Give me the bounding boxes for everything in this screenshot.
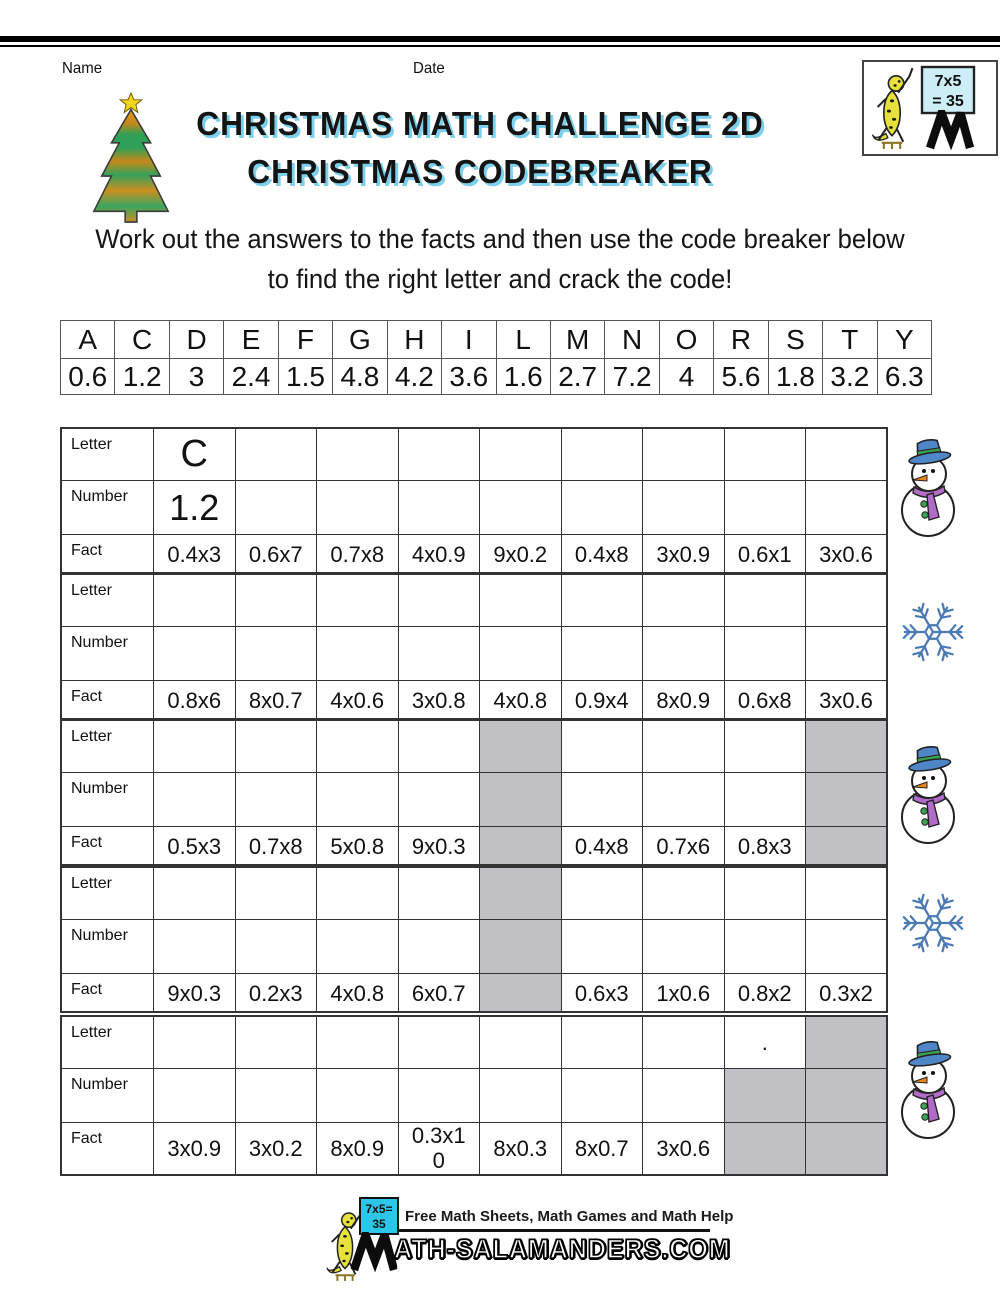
puzzle-block [60,1015,960,1176]
number-cell [643,773,725,827]
fact-cell: 0.9x4 [561,681,643,720]
code-letter-cell: H [387,321,441,359]
logo-art [864,62,992,150]
letter-cell [724,867,806,920]
code-letter-cell: O [659,321,713,359]
letter-cell [480,428,562,481]
code-letter-cell: D [169,321,223,359]
letter-cell [317,867,399,920]
fact-cell: 0.8x3 [724,827,806,866]
letter-cell [154,720,236,773]
letter-cell: . [724,1016,806,1069]
letter-cell [398,574,480,627]
fact-cell [480,827,562,866]
number-cell [317,920,399,974]
puzzle-row [61,481,887,535]
page-title-line-2: CHRISTMAS CODEBREAKER [247,153,713,190]
number-cell [154,773,236,827]
fact-cell: 3x0.9 [643,535,725,574]
number-cell [235,481,317,535]
footer-board-line-2: 35 [372,1217,386,1231]
number-cell [317,773,399,827]
fact-cell: 0.3x10 [398,1123,480,1175]
fact-cell: 0.6x8 [724,681,806,720]
letter-cell [724,720,806,773]
fact-cell: 0.3x2 [806,974,888,1013]
puzzle-row [61,974,887,1013]
code-letter-cell: I [442,321,496,359]
number-cell [235,773,317,827]
fact-cell: 0.6x3 [561,974,643,1013]
fact-cell: 3x0.6 [806,535,888,574]
fact-cell: 4x0.8 [480,681,562,720]
code-value-cell: 1.5 [278,359,332,395]
number-cell [561,1069,643,1123]
code-letter-cell: A [61,321,115,359]
fact-cell [480,974,562,1013]
number-cell [806,1069,888,1123]
code-letter-cell: E [224,321,278,359]
code-letter-cell: G [333,321,387,359]
letter-cell [317,574,399,627]
puzzle-row [61,681,887,720]
number-cell [235,627,317,681]
puzzle-block [60,573,960,720]
code-value-cell: 3.2 [823,359,877,395]
letter-cell [561,1016,643,1069]
row-label: Letter [61,574,154,627]
fact-cell: 0.4x8 [561,535,643,574]
puzzle-block [60,427,960,574]
code-value-cell: 2.7 [550,359,604,395]
number-cell [317,1069,399,1123]
number-cell [235,920,317,974]
code-value-cell: 2.4 [224,359,278,395]
code-value-cell: 4 [659,359,713,395]
snowman-icon [898,744,960,851]
code-table-row [61,359,932,395]
letter-cell [643,1016,725,1069]
code-letter-cell: F [278,321,332,359]
code-value-cell: 1.6 [496,359,550,395]
letter-cell [154,867,236,920]
puzzle-row [61,1123,887,1175]
puzzle-row [61,827,887,866]
row-label: Letter [61,867,154,920]
code-value-cell: 4.2 [387,359,441,395]
footer-tagline: Free Math Sheets, Math Games and Math Help [405,1208,734,1225]
fact-cell: 8x0.7 [561,1123,643,1175]
fact-cell: 9x0.3 [398,827,480,866]
logo-m-glyph [930,113,970,148]
number-cell [806,627,888,681]
number-cell [561,627,643,681]
letter-cell [235,867,317,920]
fact-cell: 4x0.6 [317,681,399,720]
puzzle-row [61,1069,887,1123]
number-cell [643,481,725,535]
fact-cell: 0.5x3 [154,827,236,866]
letter-cell [317,720,399,773]
row-label: Fact [61,974,154,1013]
letter-cell [806,428,888,481]
puzzle-table [60,866,888,1013]
number-cell [235,1069,317,1123]
codebreaker-table [60,320,932,395]
row-label: Letter [61,1016,154,1069]
fact-cell: 8x0.9 [643,681,725,720]
number-cell [724,1069,806,1123]
number-cell [480,920,562,974]
number-cell [724,481,806,535]
letter-cell [480,1016,562,1069]
number-cell [806,773,888,827]
letter-cell [724,574,806,627]
fact-cell: 8x0.3 [480,1123,562,1175]
letter-cell [317,1016,399,1069]
top-rule-thin [0,45,1000,47]
fact-cell: 0.2x3 [235,974,317,1013]
letter-cell [398,720,480,773]
date-label: Date [413,60,445,77]
number-cell: 1.2 [154,481,236,535]
letter-cell [235,720,317,773]
number-cell [154,627,236,681]
fact-cell: 0.6x1 [724,535,806,574]
snowman-icon [898,437,960,544]
snowman-icon [898,1039,960,1146]
number-cell [317,481,399,535]
number-cell [561,920,643,974]
fact-cell: 0.4x3 [154,535,236,574]
fact-cell: 6x0.7 [398,974,480,1013]
code-value-cell: 0.6 [61,359,115,395]
logo-board-line-1: 7x5 [934,73,962,90]
code-value-cell: 3.6 [442,359,496,395]
letter-cell [806,1016,888,1069]
letter-cell [235,574,317,627]
footer-site-text: ATH-SALAMANDERS.COM [394,1234,731,1264]
number-cell [561,481,643,535]
puzzle-row [61,627,887,681]
fact-cell [806,1123,888,1175]
snowflake-icon [898,888,968,963]
number-cell [480,1069,562,1123]
number-cell [806,481,888,535]
puzzle-row [61,535,887,574]
code-letter-cell: L [496,321,550,359]
puzzle-table [60,719,888,866]
puzzle-block [60,866,960,1013]
row-label: Number [61,920,154,974]
code-value-cell: 6.3 [877,359,931,395]
fact-cell: 5x0.8 [317,827,399,866]
code-value-cell: 4.8 [333,359,387,395]
number-cell [480,481,562,535]
puzzle-row [61,720,887,773]
row-label: Fact [61,535,154,574]
code-letter-cell: T [823,321,877,359]
letter-cell [154,574,236,627]
number-cell [806,920,888,974]
letter-cell [235,1016,317,1069]
number-cell [643,627,725,681]
letter-cell [317,428,399,481]
number-cell [154,920,236,974]
code-letter-cell: N [605,321,659,359]
code-value-cell: 1.2 [115,359,169,395]
puzzle-row [61,867,887,920]
logo-board-line-2: = 35 [932,93,964,110]
fact-cell: 3x0.8 [398,681,480,720]
fact-cell: 0.7x8 [235,827,317,866]
letter-cell [561,428,643,481]
number-cell [398,773,480,827]
number-cell [317,627,399,681]
fact-cell: 0.8x6 [154,681,236,720]
puzzle-row [61,920,887,974]
letter-cell [235,428,317,481]
letter-cell [806,720,888,773]
code-letter-cell: S [768,321,822,359]
puzzle-table [60,573,888,720]
letter-cell [480,574,562,627]
row-label: Number [61,1069,154,1123]
letter-cell [806,574,888,627]
letter-cell [643,574,725,627]
letter-cell [806,867,888,920]
row-label: Fact [61,681,154,720]
code-letter-cell: Y [877,321,931,359]
number-cell [643,1069,725,1123]
fact-cell: 9x0.3 [154,974,236,1013]
number-cell [724,773,806,827]
puzzle-row [61,574,887,627]
letter-cell [561,867,643,920]
letter-cell [643,428,725,481]
puzzle-row [61,1016,887,1069]
fact-cell: 4x0.9 [398,535,480,574]
row-label: Number [61,481,154,535]
number-cell [480,627,562,681]
code-table-row [61,321,932,359]
letter-cell [154,1016,236,1069]
code-letter-cell: R [714,321,768,359]
puzzle-row [61,428,887,481]
fact-cell: 3x0.6 [643,1123,725,1175]
fact-cell: 4x0.8 [317,974,399,1013]
letter-cell [561,574,643,627]
footer-m-glyph [350,1232,398,1272]
snowflake-icon [898,597,968,672]
letter-cell [398,1016,480,1069]
number-cell [643,920,725,974]
number-cell [724,920,806,974]
instructions-line-2: to find the right letter and crack the code! [267,264,733,294]
fact-cell: 8x0.9 [317,1123,399,1175]
letter-cell [480,867,562,920]
puzzle-row [61,773,887,827]
fact-cell: 1x0.6 [643,974,725,1013]
code-letter-cell: C [115,321,169,359]
letter-cell [398,867,480,920]
math-salamanders-logo [862,60,998,156]
letter-cell [643,867,725,920]
row-label: Number [61,773,154,827]
letter-cell [398,428,480,481]
row-label: Letter [61,428,154,481]
fact-cell: 9x0.2 [480,535,562,574]
code-value-cell: 5.6 [714,359,768,395]
fact-cell: 0.7x6 [643,827,725,866]
salamander-icon [873,68,913,149]
number-cell [154,1069,236,1123]
fact-cell: 0.7x8 [317,535,399,574]
number-cell [480,773,562,827]
code-value-cell: 7.2 [605,359,659,395]
fact-cell: 8x0.7 [235,681,317,720]
top-rule-thick [0,36,1000,42]
footer-rule [398,1229,710,1232]
row-label: Number [61,627,154,681]
number-cell [561,773,643,827]
fact-cell: 3x0.6 [806,681,888,720]
fact-cell: 0.6x7 [235,535,317,574]
code-value-cell: 1.8 [768,359,822,395]
letter-cell [561,720,643,773]
letter-cell: C [154,428,236,481]
row-label: Fact [61,827,154,866]
puzzle-table [60,427,888,574]
fact-cell [806,827,888,866]
row-label: Fact [61,1123,154,1175]
instructions-line-1: Work out the answers to the facts and then use the code breaker below [95,224,905,254]
letter-cell [724,428,806,481]
puzzle-block [60,719,960,866]
code-value-cell: 3 [169,359,223,395]
fact-cell [724,1123,806,1175]
number-cell [398,627,480,681]
number-cell [398,1069,480,1123]
fact-cell: 3x0.9 [154,1123,236,1175]
code-letter-cell: M [550,321,604,359]
puzzle-table [60,1015,888,1176]
fact-cell: 0.8x2 [724,974,806,1013]
number-cell [398,920,480,974]
number-cell [398,481,480,535]
fact-cell: 3x0.2 [235,1123,317,1175]
footer-board-line-1: 7x5= [365,1202,393,1216]
page-title-line-1: CHRISTMAS MATH CHALLENGE 2D [196,105,764,142]
letter-cell [480,720,562,773]
name-label: Name [62,60,103,77]
row-label: Letter [61,720,154,773]
letter-cell [643,720,725,773]
fact-cell: 0.4x8 [561,827,643,866]
number-cell [724,627,806,681]
